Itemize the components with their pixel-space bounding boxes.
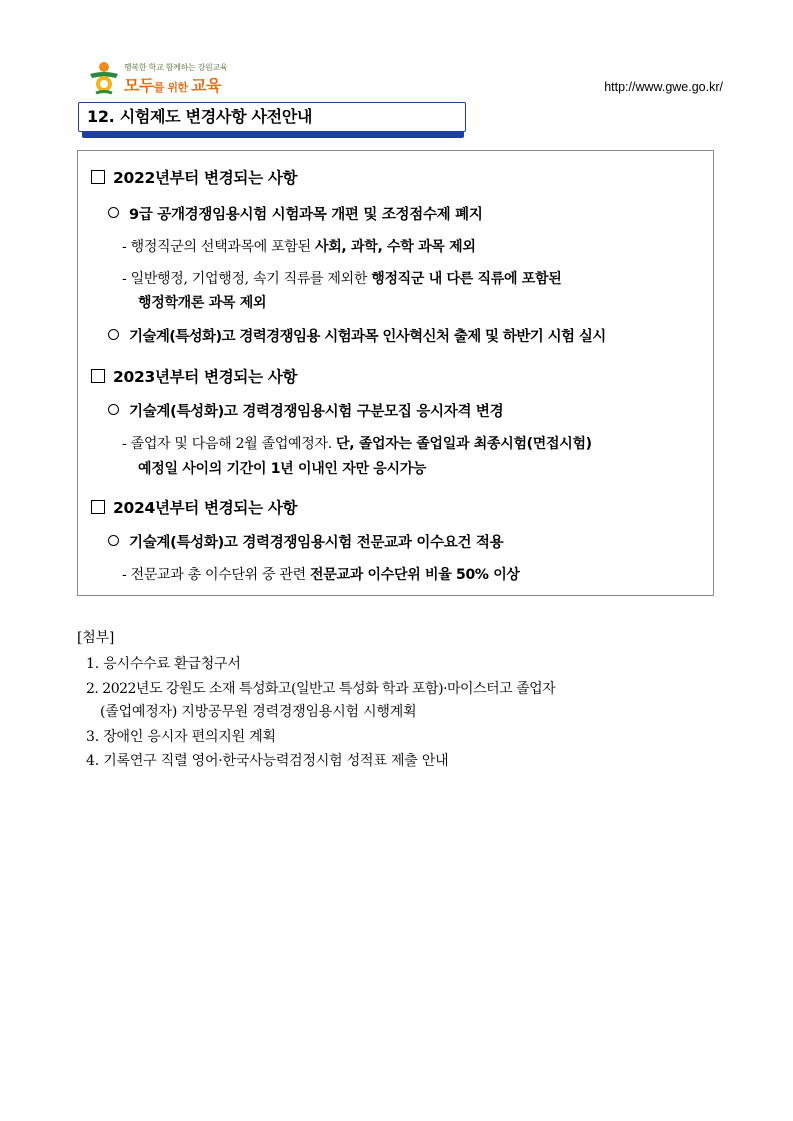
section-2023-heading [91, 365, 297, 387]
sub-plain: 행정직군의 선택과목에 포함된 [130, 239, 315, 255]
site-url: http://www.gwe.go.kr/ [604, 80, 723, 94]
sub-bold: 행정직군 내 다른 직류에 포함된 [371, 271, 562, 287]
section-2023-item-1-sub-1-cont: 예정일 사이의 기간이 1년 이내인 자만 응시가능 [138, 461, 427, 477]
section-2024-heading [91, 496, 297, 518]
checkbox-square-icon [91, 170, 105, 184]
section-2022-item-1-sub-2: - 일반행정, 기업행정, 속기 직류를 제외한 행정직군 내 다른 직류에 포함된 [122, 271, 562, 287]
section-2022-item-1-sub-2-cont: 행정학개론 과목 제외 [138, 295, 267, 311]
section-2022-item-1-sub-1: - 행정직군의 선택과목에 포함된 사회, 과학, 수학 과목 제외 [122, 239, 476, 255]
section-2024-item-1-sub-1: - 전문교과 총 이수단위 중 관련 전문교과 이수단위 비율 50% 이상 [122, 567, 520, 583]
section-2024-item-1 [108, 531, 503, 552]
page-title: 12. 시험제도 변경사항 사전안내 [78, 102, 466, 132]
sub-bold: 사회, 과학, 수학 과목 제외 [314, 239, 476, 255]
attachment-4: 4. 기록연구 직렬 영어·한국사능력검정시험 성적표 제출 안내 [86, 753, 449, 769]
section-2023-item-1-sub-1: - 졸업자 및 다음해 2월 졸업예정자. 단, 졸업자는 졸업일과 최종시험(면접시험) [122, 436, 592, 452]
checkbox-square-icon [91, 500, 105, 514]
attachment-1: 1. 응시수수료 환급청구서 [86, 656, 241, 672]
logo-text-b: 를 [153, 81, 165, 94]
logo-text-d: 교육 [190, 76, 221, 95]
checkbox-square-icon [91, 369, 105, 383]
attachment-2: 2. 2022년도 강원도 소재 특성화고(일반고 특성화 학과 포함)·마이스터고 졸업자 [86, 681, 556, 697]
logo-text [124, 73, 221, 96]
logo-tagline: 행복한 학교 함께하는 강원교육 [124, 63, 228, 72]
attachments-label: [첨부] [77, 630, 115, 646]
circle-bullet-icon [108, 207, 119, 218]
section-2022-heading-text: 2022년부터 변경되는 사항 [113, 169, 298, 187]
logo-figure-icon [86, 60, 122, 96]
section-2022-heading [91, 166, 297, 188]
sub-plain: 졸업자 및 다음해 2월 졸업예정자. [130, 436, 337, 452]
section-2022-item-2 [108, 325, 606, 346]
logo [86, 58, 256, 98]
sub-bold: 전문교과 이수단위 비율 50% 이상 [310, 567, 520, 583]
circle-bullet-icon [108, 535, 119, 546]
sub-bold: 단, 졸업자는 졸업일과 최종시험(면접시험) [336, 436, 592, 452]
section-2023-item-1 [108, 400, 503, 421]
section-2022-item-1 [108, 203, 483, 224]
section-2022-item-1-text: 9급 공개경쟁임용시험 시험과목 개편 및 조정점수제 폐지 [129, 207, 483, 223]
circle-bullet-icon [108, 329, 119, 340]
section-2024-item-1-text: 기술계(특성화)고 경력경쟁임용시험 전문교과 이수요건 적용 [129, 535, 504, 551]
section-2024-heading-text: 2024년부터 변경되는 사항 [113, 499, 298, 517]
section-2023-heading-text: 2023년부터 변경되는 사항 [113, 368, 298, 386]
sub-plain: 일반행정, 기업행정, 속기 직류를 제외한 [130, 271, 372, 287]
circle-bullet-icon [108, 404, 119, 415]
attachment-3: 3. 장애인 응시자 편의지원 계획 [86, 729, 276, 745]
logo-text-c: 위한 [164, 81, 191, 94]
title-banner [78, 102, 464, 138]
section-2022-item-2-text: 기술계(특성화)고 경력경쟁임용 시험과목 인사혁신처 출제 및 하반기 시험 실시 [129, 329, 606, 345]
sub-plain: 전문교과 총 이수단위 중 관련 [130, 567, 311, 583]
section-2023-item-1-text: 기술계(특성화)고 경력경쟁임용시험 구분모집 응시자격 변경 [129, 404, 504, 420]
logo-text-a: 모두 [124, 76, 154, 95]
attachment-2-cont: (졸업예정자) 지방공무원 경력경쟁임용시험 시행계획 [100, 704, 417, 720]
